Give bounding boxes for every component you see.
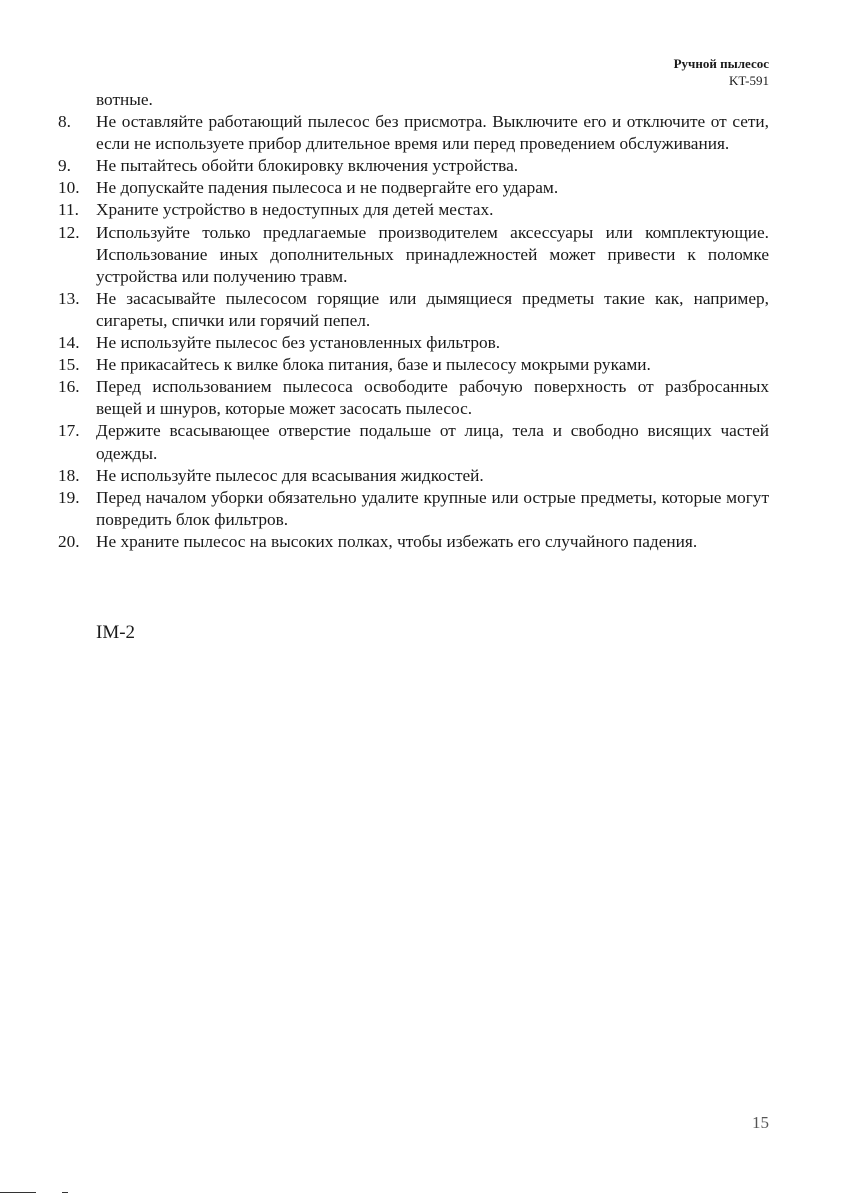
list-item [58,465,769,487]
list-item [58,487,769,531]
instruction-list [58,111,769,553]
list-item [58,376,769,420]
item-text: Не используйте пылесос для всасывания жидкостей. [96,465,484,485]
item-number: 13. [58,288,80,308]
list-item [58,177,769,199]
model-number: KT-591 [729,73,769,88]
list-item [58,155,769,177]
item-text: Не оставляйте работающий пылесос без присмотра. Выключите его и отключите от сети, если не используете прибор длительное время или перед проведением обслуживания. [96,112,769,154]
item-number: 11. [58,200,79,220]
page-header [674,55,769,89]
safety-instructions [58,89,769,553]
item-number: 17. [58,421,80,441]
list-item [58,288,769,332]
crop-mark [62,1192,68,1193]
item-text: Не допускайте падения пылесоса и не подвергайте его ударам. [96,178,559,198]
item-number: 14. [58,333,80,353]
item-text: Не храните пылесос на высоких полках, чтобы избежать его случайного падения. [96,531,698,551]
item-text: Перед началом уборки обязательно удалите крупные или острые предметы, которые могут повредить блок фильтров. [96,487,769,529]
continuation-text: вотные. [96,90,153,109]
item-number: 20. [58,531,80,551]
list-item [58,111,769,155]
list-item [58,531,769,553]
item-number: 12. [58,222,80,242]
list-item [58,222,769,288]
document-code: IM-2 [96,622,136,643]
item-number: 19. [58,487,80,507]
list-item [58,199,769,221]
item-text: Держите всасывающее отверстие подальше от лица, тела и свободно висящих частей одежды. [96,421,769,463]
item-number: 15. [58,355,80,375]
item-text: Перед использованием пылесоса освободите рабочую поверхность от разбросанных вещей и шнуров, которые может засосать пылесос. [96,377,769,419]
item-text: Не прикасайтесь к вилке блока питания, базе и пылесосу мокрыми руками. [96,355,651,375]
item-text: Не засасывайте пылесосом горящие или дымящиеся предметы такие как, например, сигареты, спички или горячий пепел. [96,288,769,330]
list-item [58,354,769,376]
product-name: Ручной пылесос [673,56,769,71]
item-number: 8. [58,112,71,132]
page-number: 15 [752,1113,769,1132]
item-text: Храните устройство в недоступных для детей местах. [96,200,494,220]
item-text: Не используйте пылесос без установленных фильтров. [96,333,501,353]
item-number: 18. [58,465,80,485]
crop-mark [0,1192,36,1193]
list-item [58,420,769,464]
item-text: Используйте только предлагаемые производителем аксессуары или комплектующие. Использование иных дополнительных принадлежностей может привести к поломке устройства или получению травм. [96,222,769,286]
item-number: 10. [58,178,80,198]
list-item [58,332,769,354]
item-text: Не пытайтесь обойти блокировку включения устройства. [96,156,519,176]
item-number: 9. [58,156,71,176]
item-number: 16. [58,377,80,397]
